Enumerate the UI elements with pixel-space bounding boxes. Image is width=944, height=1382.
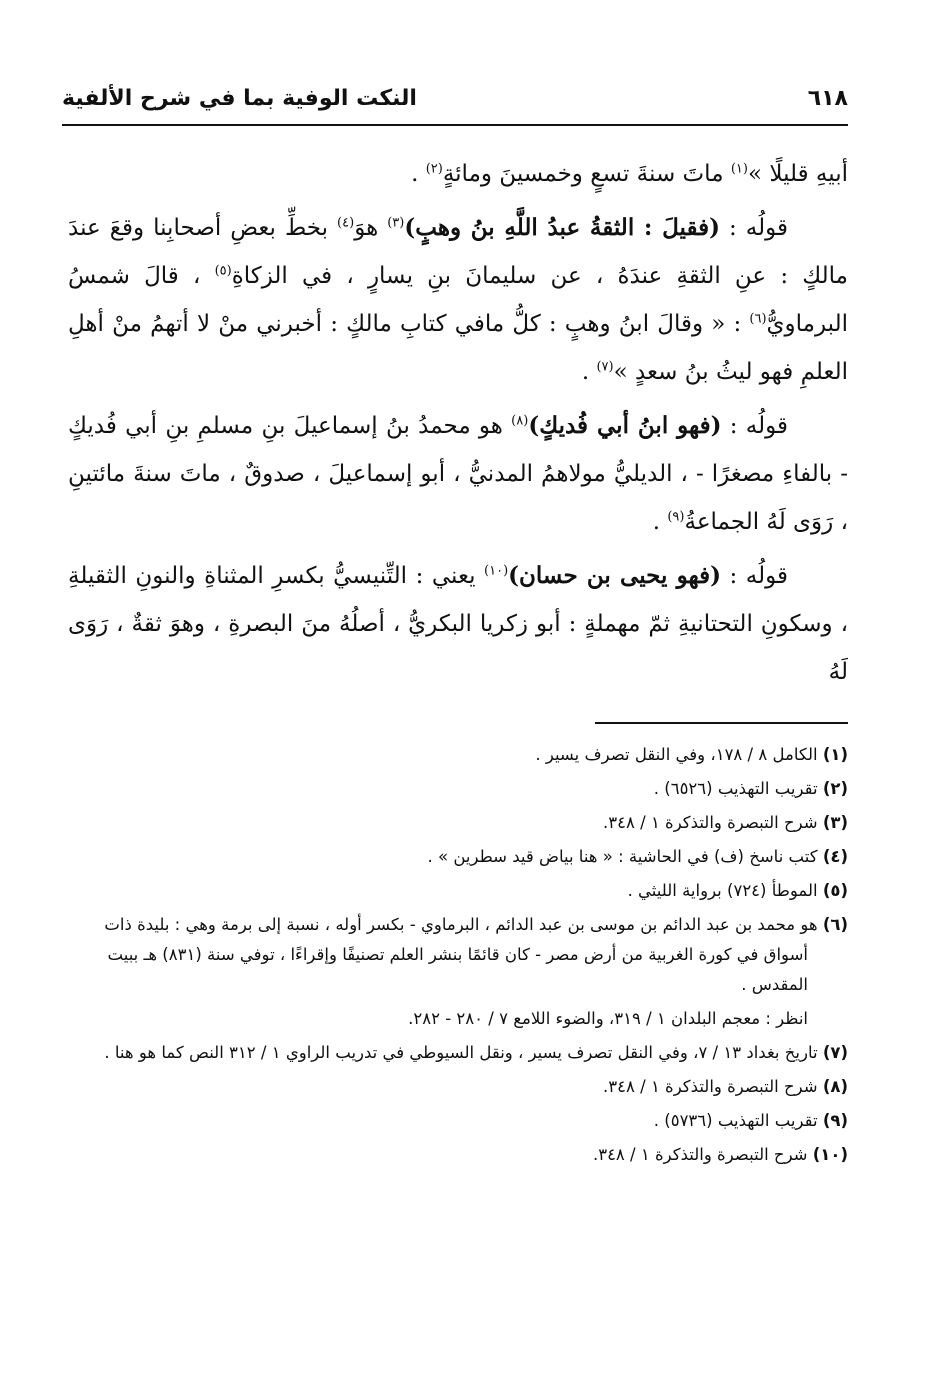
text-span: قولُه : (720, 563, 788, 589)
footnote-text: شرح التبصرة والتذكرة ١ / ٣٤٨. (603, 1077, 818, 1096)
text-span: بخطِّ بعضِ أصحابِنا وقعَ عندَ مالكٍ : عنِ الثقةِ عندَهُ ، عن سليمانَ بنِ يسارٍ ، في الزكاةِ (68, 215, 848, 289)
page-number: ٦١٨ (807, 86, 848, 111)
footnote-ref: (٢) (425, 161, 443, 177)
quoted-heading: (فقيلَ : الثقةُ عبدُ اللَّهِ بنُ وهبٍ) (404, 214, 720, 241)
page-header (62, 80, 848, 126)
text-span: يعني : التِّنيسيُّ بكسرِ المثناةِ والنونِ الثقيلةِ ، وسكونِ التحتانيةِ ثمّ مهملةٍ : أبو زكريا البكريُّ ، أصلُهُ منَ البصرةِ ، وهوَ ثقةٌ ، رَوَى لَهُ (68, 563, 848, 685)
text-span: أبيهِ قليلًا » (747, 161, 848, 187)
footnote-ref: (٣) (387, 215, 405, 231)
footnote-ref: (٦) (749, 311, 767, 327)
paragraph-2 (68, 204, 848, 396)
footnote-9 (68, 1106, 848, 1136)
footnote-number: (١٠) (812, 1145, 848, 1164)
footnote-text: شرح التبصرة والتذكرة ١ / ٣٤٨. (603, 813, 818, 832)
footnote-number: (٧) (822, 1043, 848, 1062)
footnote-ref: (١) (730, 161, 748, 177)
text-span: ماتَ سنةَ تسعٍ وخمسينَ ومائةٍ (442, 161, 731, 187)
footnote-ref: (٨) (511, 413, 529, 429)
footnote-text: الكامل ٨ / ١٧٨، وفي النقل تصرف يسير . (535, 745, 818, 764)
paragraph-3 (68, 402, 848, 546)
footnote-1 (68, 740, 848, 770)
footnote-3 (68, 808, 848, 838)
text-span: : « وقالَ ابنُ وهبٍ : كلُّ مافي كتابِ مالكٍ : أخبرني منْ لا أتهمُ منْ أهلِ العلمِ فهو ليثُ بنُ سعدٍ » (68, 311, 848, 385)
footnote-number: (٥) (822, 881, 848, 900)
text-span: ، قالَ شمسُ البرماويُّ (68, 263, 848, 337)
text-span: قولُه : (721, 413, 788, 439)
footnote-number: (٦) (822, 915, 848, 934)
main-text (68, 150, 848, 702)
text-span: قولُه : (720, 215, 788, 241)
quoted-heading: (فهو ابنُ أبي فُديكٍ) (528, 412, 722, 439)
text-span: . (652, 509, 668, 535)
footnote-text: الموطأ (٧٢٤) برواية الليثي . (627, 881, 818, 900)
footnote-6 (68, 910, 848, 1000)
quoted-heading: (فهو يحيى بن حسان) (508, 562, 721, 589)
footnote-7 (68, 1038, 848, 1068)
text-span: هوَ (354, 215, 388, 241)
footnote-separator (595, 722, 848, 724)
footnote-text: انظر : معجم البلدان ١ / ٣١٩، والضوء اللامع ٧ / ٢٨٠ - ٢٨٢. (408, 1009, 808, 1028)
footnote-4 (68, 842, 848, 872)
footnote-number: (٣) (822, 813, 848, 832)
footnote-ref: (٧) (596, 359, 614, 375)
footnote-text: كتب ناسخ (ف) في الحاشية : « هنا بياض قيد سطرين » . (427, 847, 818, 866)
footnote-number: (٨) (822, 1077, 848, 1096)
footnote-2 (68, 774, 848, 804)
footnote-number: (٩) (822, 1111, 848, 1130)
footnote-number: (٢) (822, 779, 848, 798)
footnote-10 (68, 1140, 848, 1170)
footnote-ref: (٥) (214, 263, 232, 279)
footnote-text: تاريخ بغداد ١٣ / ٧، وفي النقل تصرف يسير ، ونقل السيوطي في تدريب الراوي ١ / ٣١٢ النص كما هو هنا . (104, 1043, 818, 1062)
text-span: . (581, 359, 597, 385)
footnotes (68, 740, 848, 1174)
footnote-ref: (١٠) (484, 563, 509, 579)
footnote-text: هو محمد بن عبد الدائم بن موسى بن عبد الدائم ، البرماوي - بكسر أوله ، نسبة إلى برمة وهي : بليدة ذات أسواق في كورة الغربية من أرض مصر - كان قائمًا بنشر العلم تصنيفًا وإقراءًا ، توفي سنة (٨٣١) هـ ببيت المقدس . (104, 915, 818, 994)
footnote-text: شرح التبصرة والتذكرة ١ / ٣٤٨. (592, 1145, 808, 1164)
text-span: هو محمدُ بنُ إسماعيلَ بنِ مسلمِ بنِ أبي فُديكٍ - بالفاءِ مصغرًا - ، الديليُّ مولاهمُ المدنيُّ ، أبو إسماعيلَ ، صدوقٌ ، ماتَ سنةَ مائتينِ ، رَوَى لَهُ الجماعةُ (68, 413, 848, 535)
footnote-text: تقريب التهذيب (٥٧٣٦) . (653, 1111, 818, 1130)
footnote-number: (١) (822, 745, 848, 764)
footnote-6-reference (68, 1004, 848, 1034)
paragraph-1 (68, 150, 848, 198)
footnote-8 (68, 1072, 848, 1102)
text-span: . (411, 161, 426, 187)
running-title: النكت الوفية بما في شرح الألفية (62, 86, 417, 111)
footnote-ref: (٩) (667, 509, 685, 525)
footnote-text: تقريب التهذيب (٦٥٢٦) . (653, 779, 818, 798)
footnote-5 (68, 876, 848, 906)
footnote-number: (٤) (822, 847, 848, 866)
paragraph-4 (68, 552, 848, 696)
footnote-ref: (٤) (337, 215, 355, 231)
